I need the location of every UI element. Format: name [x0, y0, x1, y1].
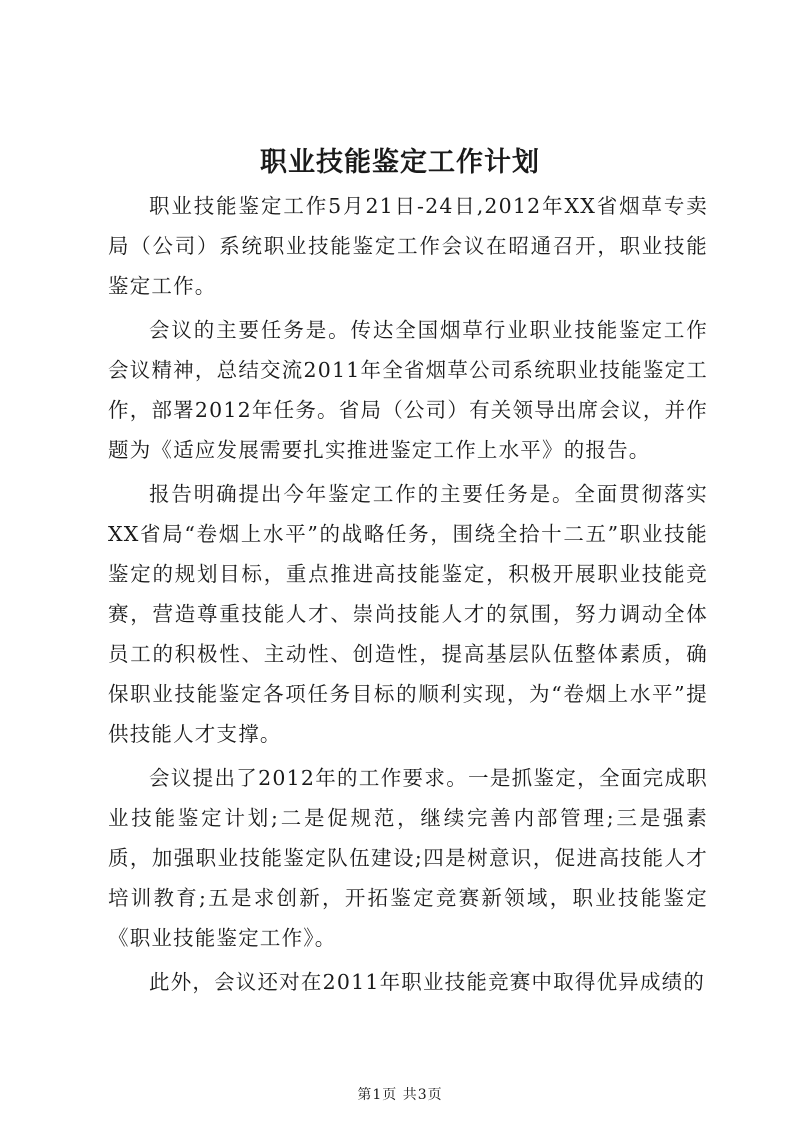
paragraph-3: 报告明确提出今年鉴定工作的主要任务是。全面贯彻落实XX省局“卷烟上水平”的战略任务，围绕全拾十二五”职业技能鉴定的规划目标，重点推进高技能鉴定，积极开展职业技能竞赛，营造尊重技能人才、崇尚技能人才的氛围，努力调动全体员工的积极性、主动性、创造性，提高基层队伍整体素质，确保职业技能鉴定各项任务目标的顺利实现，为“卷烟上水平”提供技能人才支撑。	[108, 482, 708, 746]
paragraph-4: 会议提出了2012年的工作要求。一是抓鉴定，全面完成职业技能鉴定计划;二是促规范，继续完善内部管理;三是强素质，加强职业技能鉴定队伍建设;四是树意识，促进高技能人才培训教育;五是求创新，开拓鉴定竞赛新领域，职业技能鉴定《职业技能鉴定工作》。	[108, 766, 708, 950]
paragraph-2: 会议的主要任务是。传达全国烟草行业职业技能鉴定工作会议精神，总结交流2011年全省烟草公司系统职业技能鉴定工作，部署2012年任务。省局（公司）有关领导出席会议，并作题为《适应发展需要扎实推进鉴定工作上水平》的报告。	[108, 318, 708, 462]
paragraph-1: 职业技能鉴定工作5月21日-24日,2012年XX省烟草专卖局（公司）系统职业技能鉴定工作会议在昭通召开，职业技能鉴定工作。	[108, 194, 708, 298]
document-body	[108, 186, 708, 1006]
document-title: 职业技能鉴定工作计划	[260, 147, 540, 178]
paragraph-5: 此外，会议还对在2011年职业技能竞赛中取得优异成绩的	[149, 970, 706, 994]
page-number-footer: 第1页 共3页	[357, 1087, 443, 1103]
